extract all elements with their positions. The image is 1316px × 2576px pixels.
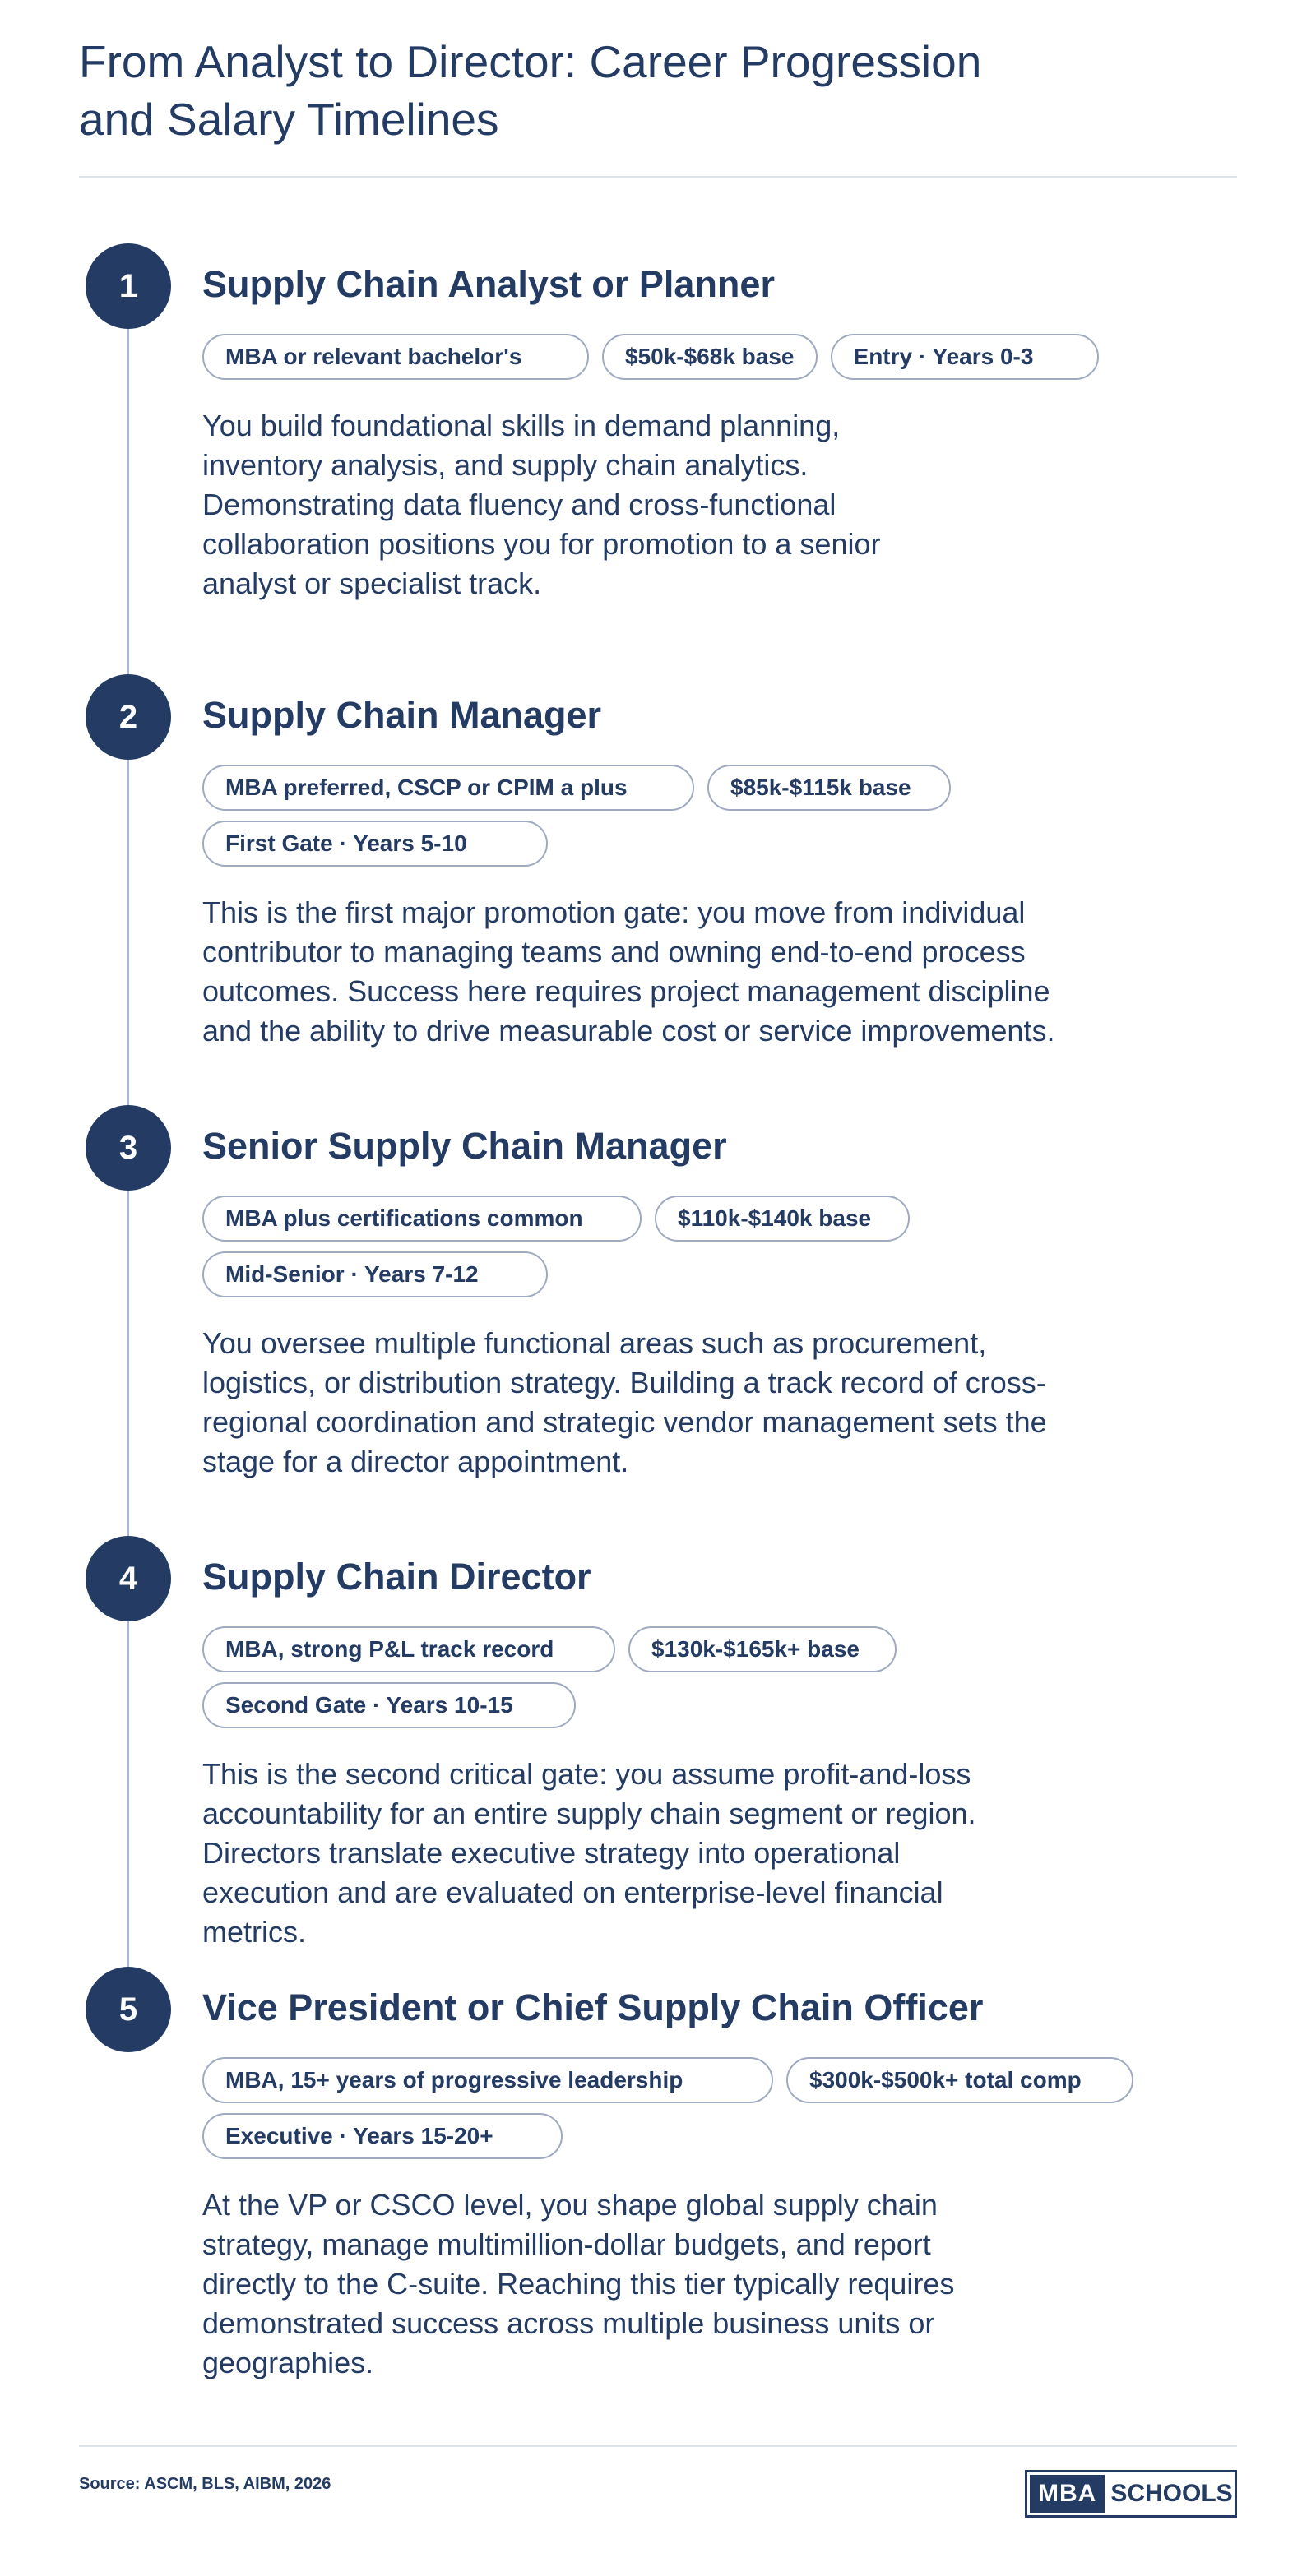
- stage-tags: [202, 2057, 1189, 2159]
- stage-number-badge: 5: [86, 1967, 171, 2052]
- stage-number-badge: 1: [86, 243, 171, 329]
- header-divider: [79, 176, 1237, 178]
- education-tag: MBA preferred, CSCP or CPIM a plus: [202, 765, 694, 811]
- source-note: Source: ASCM, BLS, AIBM, 2026: [79, 2475, 331, 2493]
- stage-tags: [202, 765, 1025, 867]
- education-tag: MBA, 15+ years of progressive leadership: [202, 2057, 773, 2103]
- level-tag: First Gate · Years 5-10: [202, 821, 548, 867]
- stage-title: Supply Chain Manager: [202, 694, 602, 736]
- education-tag: MBA plus certifications common: [202, 1196, 642, 1242]
- logo-schools-text: SCHOOLS: [1110, 2480, 1233, 2507]
- level-tag: Mid-Senior · Years 7-12: [202, 1251, 548, 1297]
- stage-description: You build foundational skills in demand planning, inventory analysis, and supply chain analytics. Demonstrating data fluency and cross-functional collaboration positions you for promotion to a senior analyst or specialist track.: [202, 409, 881, 600]
- education-tag: MBA or relevant bachelor's: [202, 334, 589, 380]
- level-tag: Second Gate · Years 10-15: [202, 1682, 576, 1728]
- stage-number-badge: 4: [86, 1536, 171, 1621]
- stage-number-badge: 3: [86, 1105, 171, 1191]
- stage-tags: [202, 1196, 1025, 1297]
- stage-description: This is the second critical gate: you assume profit-and-loss accountability for an entire supply chain segment or region. Directors translate executive strategy into operational execution and are evaluated on enterprise-level financial metrics.: [202, 1757, 976, 1949]
- mba-schools-logo: [1025, 2470, 1237, 2518]
- salary-tag: $50k-$68k base: [602, 334, 818, 380]
- salary-tag: $110k-$140k base: [655, 1196, 910, 1242]
- logo-mba-text: MBA: [1030, 2475, 1105, 2513]
- page-title: From Analyst to Director: Career Progression and Salary Timelines: [79, 36, 982, 145]
- salary-tag: $85k-$115k base: [707, 765, 951, 811]
- level-tag: Entry · Years 0-3: [831, 334, 1099, 380]
- stage-title: Vice President or Chief Supply Chain Officer: [202, 1986, 984, 2028]
- education-tag: MBA, strong P&L track record: [202, 1626, 615, 1672]
- stage-description: At the VP or CSCO level, you shape global supply chain strategy, manage multimillion-dollar budgets, and report directly to the C-suite. Reaching this tier typically requires demonstrated success across multiple business units or geographies.: [202, 2188, 955, 2379]
- stage-description: This is the first major promotion gate: you move from individual contributor to managing teams and owning end-to-end process outcomes. Success here requires project management discipline and the ability to drive measurable cost or service improvements.: [202, 895, 1055, 1048]
- stage-tags: [202, 334, 1189, 380]
- stage-tags: [202, 1626, 1025, 1728]
- salary-tag: $300k-$500k+ total comp: [786, 2057, 1133, 2103]
- level-tag: Executive · Years 15-20+: [202, 2113, 563, 2159]
- stage-title: Supply Chain Director: [202, 1556, 591, 1598]
- stage-title: Supply Chain Analyst or Planner: [202, 263, 775, 305]
- stage-number-badge: 2: [86, 674, 171, 760]
- stage-title: Senior Supply Chain Manager: [202, 1125, 727, 1167]
- salary-tag: $130k-$165k+ base: [628, 1626, 897, 1672]
- stage-description: You oversee multiple functional areas such as procurement, logistics, or distribution strategy. Building a track record of cross-regional coordination and strategic vendor management sets the stage for a director appointment.: [202, 1326, 1047, 1478]
- footer-divider: [79, 2445, 1237, 2447]
